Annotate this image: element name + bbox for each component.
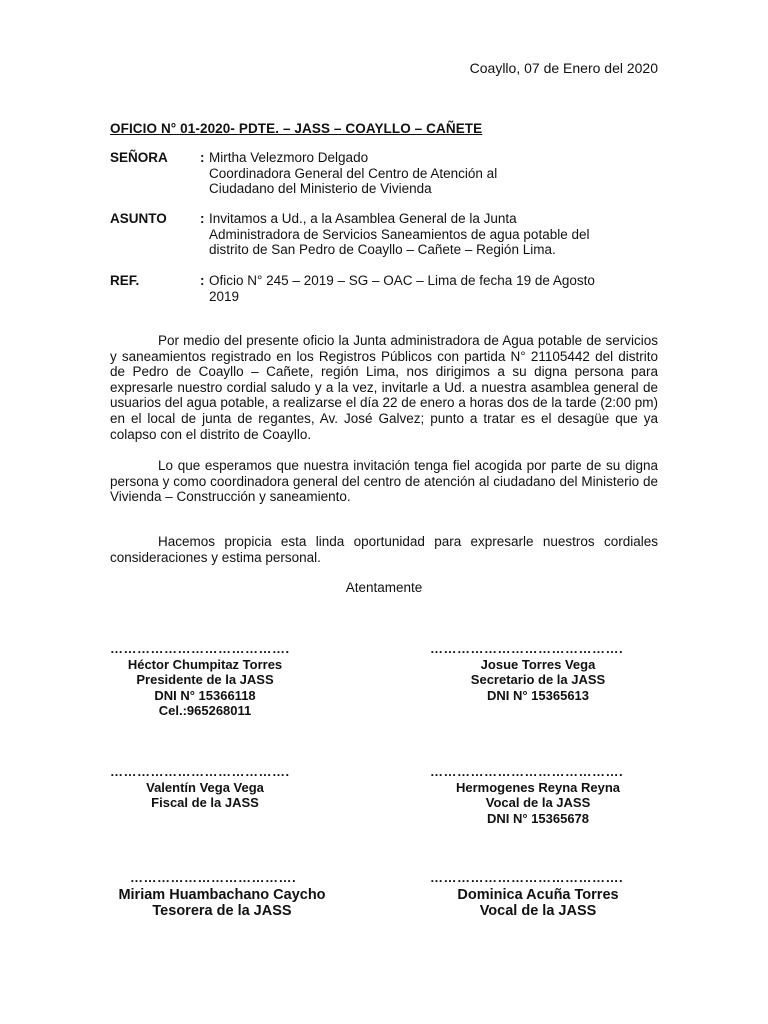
recipient-line: Ciudadano del Ministerio de Vivienda	[209, 181, 432, 196]
signature-line: ………………………………….	[110, 641, 290, 656]
signer-dni: DNI N° 15365613	[486, 687, 590, 703]
signer-dni: DNI N° 15366118	[154, 687, 256, 703]
reference-line: Oficio N° 245 – 2019 – SG – OAC – Lima de fecha 19 de Agosto	[209, 273, 595, 288]
body-paragraph-1: Por medio del presente oficio la Junta administradora de Agua potable de servicios y saneamientos registrado en los Registros Públicos con partida N° 21105442 del distrito de Pedro de Coayllo – Cañete, región Lima, nos dirigimos a su digna persona para expresarle nuestro cordial saludo y a la vez, invitarle a Ud. a nuestra asamblea general de usuarios del agua potable, a realizarse el día 22 de enero a horas dos de la tarde (2:00 pm) en el local de junta de regantes, Av. José Galvez; punto a tratar es el desagüe que ya colapso con el distrito de Coayllo.	[110, 333, 658, 442]
subject-line: Invitamos a Ud., a la Asamblea General de la Junta	[209, 211, 517, 226]
subject-line: distrito de San Pedro de Coayllo – Cañete – Región Lima.	[209, 242, 556, 257]
subject-line: Administradora de Servicios Saneamientos de agua potable del	[209, 226, 590, 242]
signature-block-treasurer	[106, 870, 338, 920]
recipient-value	[209, 150, 649, 197]
letter-date: Coayllo, 07 de Enero del 2020	[469, 60, 658, 76]
signer-role: Tesorera de la JASS	[152, 903, 292, 919]
recipient-line: Coordinadora General del Centro de Atención al	[209, 165, 498, 181]
signer-name: Valentín Vega Vega	[146, 779, 264, 795]
signer-name: Dominica Acuña Torres	[457, 886, 619, 903]
signature-block-vocal-2	[430, 870, 646, 920]
body-paragraph-3: Hacemos propicia esta linda oportunidad para expresarle nuestros cordiales consideraciones y estima personal.	[110, 534, 658, 565]
reference-colon: :	[200, 273, 205, 288]
subject-label: ASUNTO	[110, 211, 167, 226]
signature-block-fiscal	[110, 764, 300, 811]
signer-name: Hermogenes Reyna Reyna	[455, 779, 620, 795]
recipient-colon: :	[200, 150, 205, 165]
recipient-label: SEÑORA	[110, 150, 168, 165]
letter-title: OFICIO N° 01-2020- PDTE. – JASS – COAYLLO – CAÑETE	[110, 121, 483, 136]
reference-line: 2019	[209, 288, 240, 304]
signer-role: Vocal de la JASS	[485, 795, 591, 810]
signer-role: Vocal de la JASS	[479, 903, 597, 919]
signer-dni: DNI N° 15365678	[486, 810, 590, 826]
signer-role: Fiscal de la JASS	[151, 795, 259, 810]
body-paragraph-2: Lo que esperamos que nuestra invitación tenga fiel acogida por parte de su digna persona y como coordinadora general del centro de atención al ciudadano del Ministerio de Vivienda – Construcción y saneamiento.	[110, 458, 658, 505]
signature-line: ………………………………….	[110, 764, 290, 779]
signature-block-vocal-1	[430, 764, 646, 826]
closing-text: Atentamente	[345, 580, 423, 595]
reference-label: REF.	[110, 273, 140, 288]
reference-value	[209, 273, 649, 304]
signer-phone: Cel.:965268011	[158, 703, 252, 718]
signer-role: Presidente de la JASS	[136, 672, 274, 687]
signer-role: Secretario de la JASS	[470, 672, 606, 687]
signer-name: Josue Torres Vega	[480, 656, 596, 672]
signature-line: …………………………………….	[430, 641, 624, 656]
signature-line: …………………………………….	[430, 764, 624, 779]
subject-colon: :	[200, 211, 205, 226]
signature-block-president	[110, 641, 300, 719]
signature-line: …………………………………….	[430, 870, 624, 885]
recipient-line: Mirtha Velezmoro Delgado	[209, 150, 369, 165]
subject-value	[209, 211, 649, 258]
signature-line: ……………………………….	[130, 870, 297, 885]
signer-name: Miriam Huambachano Caycho	[118, 886, 326, 903]
signature-block-secretary	[430, 641, 646, 703]
signer-name: Héctor Chumpitaz Torres	[127, 656, 283, 672]
